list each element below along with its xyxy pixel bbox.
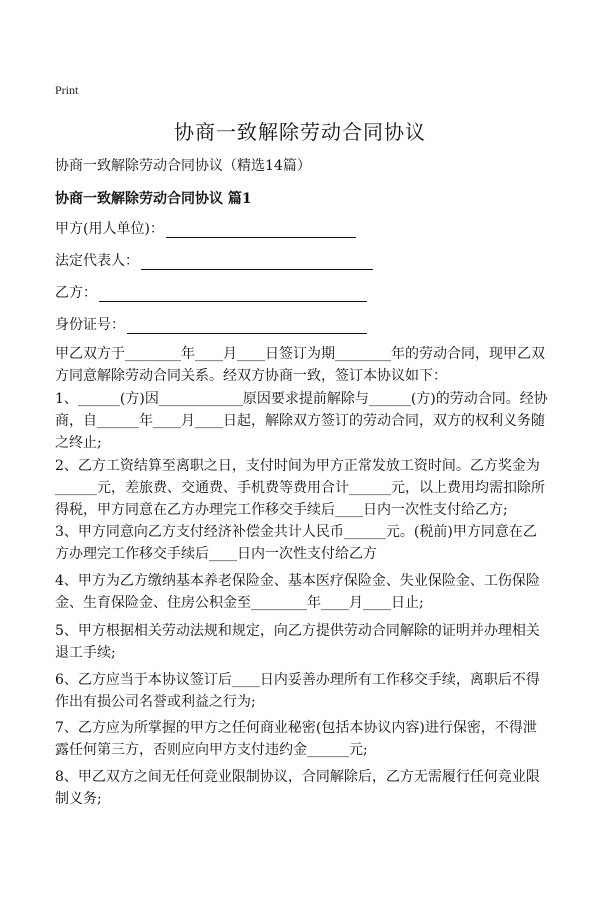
field-employer-label: 甲方(用人单位)： [55,221,164,237]
field-party-b [55,282,367,302]
print-link[interactable]: Print [55,83,79,97]
paragraph-clause-4: 4、甲方为乙方缴纳基本养老保险金、基本医疗保险金、失业保险金、工伤保险金、生育保险金、住房公积金至________年____月____日止; [55,573,540,611]
field-id-number [55,314,367,334]
paragraph-clause-2: 2、乙方工资结算至离职之日，支付时间为甲方正常发放工资时间。乙方奖金为______元，差旅费、交通费、手机费等费用合计______元，以上费用均需扣除所得税，甲方同意在乙方办理完工作移交手续后____日内一次性支付给乙方; [55,458,545,518]
paragraph-clause-3: 3、甲方同意向乙方支付经济补偿金共计人民币______元。(税前)甲方同意在乙方办理完工作移交手续后____日内一次性支付给乙方 [55,524,537,562]
paragraph-clause-5: 5、甲方根据相关劳动法规和规定，向乙方提供劳动合同解除的证明并办理相关退工手续; [55,623,540,661]
field-party-b-label: 乙方： [55,285,97,301]
field-id-number-label: 身份证号： [55,317,125,333]
document-subtitle: 协商一致解除劳动合同协议（精选14篇） [55,158,311,174]
paragraph-clause-6: 6、乙方应当于本协议签订后____日内妥善办理所有工作移交手续，离职后不得作出有损公司名誉或利益之行为; [55,672,540,710]
document-title: 协商一致解除劳动合同协议 [174,120,426,144]
field-legal-rep [55,250,373,270]
paragraph-clause-1: 1、______(方)因____________原因要求提前解除与______(方)的劳动合同。经协商，自______年____月____日起，解除双方签订的劳动合同，双方的权利义务随之终止; [55,391,548,451]
paragraph-clause-7: 7、乙方应为所掌握的甲方之任何商业秘密(包括本协议内容)进行保密，不得泄露任何第三方，否则应向甲方支付违约金______元; [55,720,537,758]
field-legal-rep-blank [141,255,373,270]
field-party-b-blank [99,287,367,302]
field-employer [55,218,356,238]
paragraph-clause-8: 8、甲乙双方之间无任何竞业限制协议，合同解除后，乙方无需履行任何竞业限制义务; [55,769,540,807]
field-employer-blank [166,223,356,238]
field-id-number-blank [127,319,367,334]
field-legal-rep-label: 法定代表人： [55,253,139,269]
section-heading: 协商一致解除劳动合同协议 篇1 [55,191,252,207]
paragraph-intro: 甲乙双方于________年____月____日签订为期________年的劳动合同，现甲乙双方同意解除劳动合同关系。经双方协商一致，签订本协议如下： [55,346,545,384]
